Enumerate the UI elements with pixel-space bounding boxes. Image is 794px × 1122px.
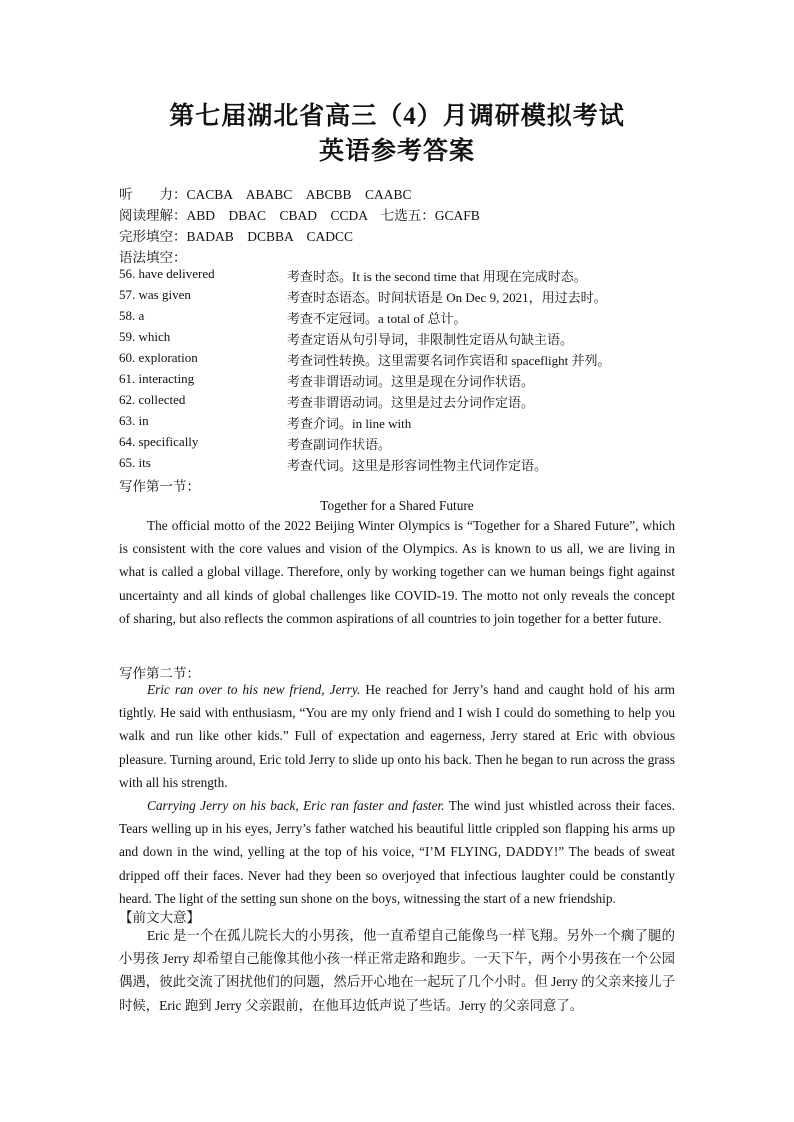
paragraph-1-lead: Eric ran over to his new friend, Jerry. xyxy=(147,682,361,697)
summary-label: 【前文大意】 xyxy=(119,910,200,925)
grammar-explanation: 考查副词作状语。 xyxy=(287,437,392,452)
continuation-body xyxy=(119,678,675,910)
summary-paragraph: Eric 是一个在孤儿院长大的小男孩，他一直希望自己能像鸟一样飞翔。另外一个瘸了腿的小男孩 Jerry 却希望自己能像其他小孩一样正常走路和跑步。一天下午，两个小男孩在一个公园偶遇，彼此交流了困扰他们的问题，然后开心地在一起玩了几个小时。但 Jerry 的父亲来接儿子时候，Eric 跑到 Jerry 父亲跟前，在他耳边低声说了些话。Jerry 的父亲同意了。 xyxy=(119,928,675,1013)
grammar-answer: 57. was given xyxy=(119,287,191,302)
grammar-answer: 63. in xyxy=(119,413,149,428)
grammar-answer: 60. exploration xyxy=(119,350,198,365)
grammar-answer: 59. which xyxy=(119,329,171,344)
reading-label: 阅读理解： xyxy=(119,208,187,223)
cloze-label: 完形填空： xyxy=(119,229,187,244)
grammar-answer: 64. specifically xyxy=(119,434,199,449)
listening-answers xyxy=(119,183,412,203)
grammar-explanation: 考查时态语态。时间状语是 On Dec 9, 2021，用过去时。 xyxy=(287,290,607,305)
essay-title: Together for a Shared Future xyxy=(320,498,474,513)
reading-value: ABD DBAC CBAD CCDA 七选五：GCAFB xyxy=(186,208,480,223)
reading-answers xyxy=(119,204,480,224)
grammar-explanation: 考查时态。It is the second time that 用现在完成时态。 xyxy=(287,269,587,284)
exam-title: 第七届湖北省高三（4）月调研模拟考试 xyxy=(169,103,625,130)
answer-key-title: 英语参考答案 xyxy=(318,138,475,165)
grammar-answer: 65. its xyxy=(119,455,151,470)
paragraph-2-text: The wind just whistled across their faces. Tears welling up in his eyes, Jerry’s father watched his beautiful little crippled son flapping his arms up and down in the wind, yelling at the top of his voice, “I’M FLYING, DADDY!” The beads of sweat dripped off their faces. Never had they been so overjoyed that infectious laughter could be constantly heard. The light of the setting sun shone on the boys, witnessing the start of a new friendship. xyxy=(119,798,675,906)
paragraph-1-text: He reached for Jerry’s hand and caught hold of his arm tightly. He said with enthusiasm, “You are my only friend and I wish I could do something to help you walk and run like other kids.” Full of expectation and eagerness, Jerry stared at Eric with obvious pleasure. Turning around, Eric told Jerry to slide up onto his back. Then he began to run across the grass with all his strength. xyxy=(119,682,675,790)
continuation-paragraph-2 xyxy=(119,794,675,910)
cloze-answers xyxy=(119,225,353,245)
grammar-answer: 56. have delivered xyxy=(119,266,215,281)
grammar-explanation: 考查词性转换。这里需要名词作宾语和 spaceflight 并列。 xyxy=(287,353,611,368)
grammar-label: 语法填空： xyxy=(119,250,187,265)
listening-value: CACBA ABABC ABCBB CAABC xyxy=(186,187,412,202)
cloze-value: BADAB DCBBA CADCC xyxy=(186,229,354,244)
grammar-answer: 58. a xyxy=(119,308,145,323)
writing-part-one-label: 写作第一节： xyxy=(119,479,200,494)
summary-body xyxy=(119,924,675,1017)
grammar-explanation: 考查不定冠词。a total of 总计。 xyxy=(287,311,467,326)
grammar-answer: 62. collected xyxy=(119,392,186,407)
grammar-explanation: 考查非谓语动词。这里是现在分词作状语。 xyxy=(287,374,535,389)
listening-label: 听 力： xyxy=(119,187,187,202)
grammar-explanation: 考查非谓语动词。这里是过去分词作定语。 xyxy=(287,395,535,410)
paragraph-2-lead: Carrying Jerry on his back, Eric ran faster and faster. xyxy=(147,798,445,814)
grammar-explanation: 考查介词。in line with xyxy=(287,416,412,431)
writing-part-two-label: 写作第二节： xyxy=(119,666,200,681)
grammar-answer: 61. interacting xyxy=(119,371,195,386)
grammar-explanation: 考查代词。这里是形容词性物主代词作定语。 xyxy=(287,458,548,473)
essay-body xyxy=(119,514,675,630)
continuation-paragraph-1 xyxy=(119,678,675,794)
essay-paragraph: The official motto of the 2022 Beijing Winter Olympics is “Together for a Shared Future”, which is consistent with the core values and vision of the Olympics. As is known to us all, we are living in what is called a global village. Therefore, only by working together can we human beings fight against uncertainty and all kinds of global challenges like COVID-19. The motto not only reveals the concept of sharing, but also reflects the common aspirations of all countries to join together for a better future. xyxy=(119,518,675,626)
grammar-explanation: 考查定语从句引导词，非限制性定语从句缺主语。 xyxy=(287,332,574,347)
